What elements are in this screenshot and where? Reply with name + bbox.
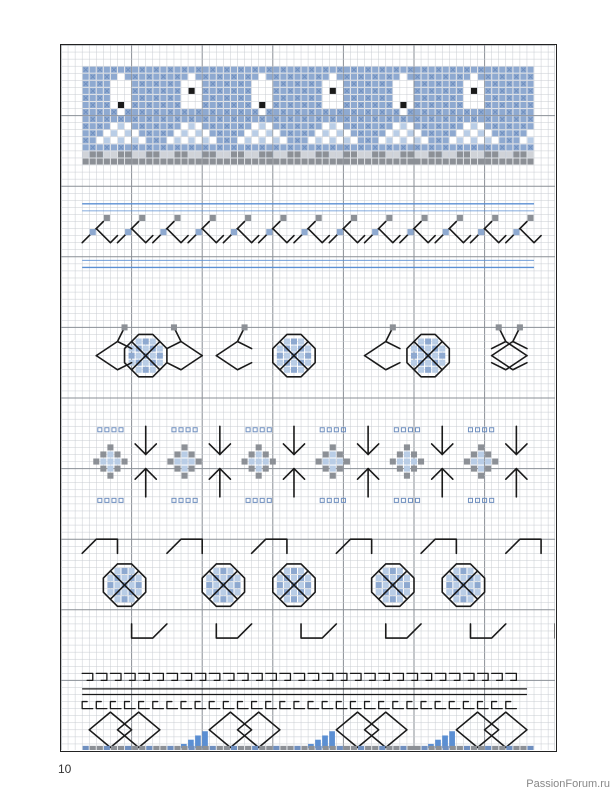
rosette-sprig-border [96, 324, 527, 376]
chart-grid [61, 45, 555, 750]
greek-key-border [82, 673, 527, 708]
watermark: PassionForum.ru [526, 778, 610, 790]
chart-frame [60, 44, 557, 752]
pattern-chart [61, 45, 555, 750]
arrow-flower-border [93, 426, 527, 502]
page-number: 10 [58, 762, 72, 776]
